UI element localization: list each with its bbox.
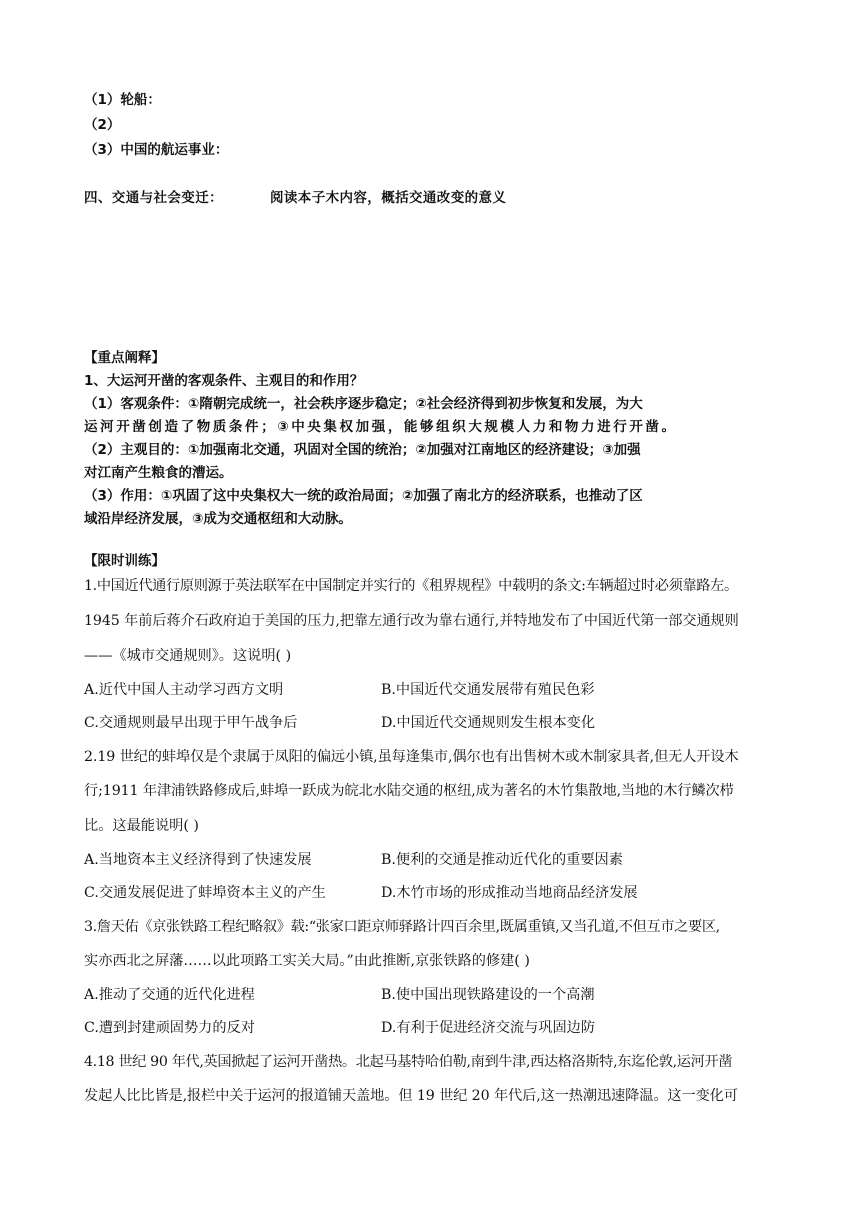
section-4-task: 阅读本子木内容，概括交通改变的意义	[270, 190, 507, 206]
subjective-purpose-line-2: 对江南产生粮食的漕运。	[84, 465, 233, 481]
q2-line-3: 比。这最能说明( )	[84, 818, 199, 834]
q3-line-2: 实亦西北之屏藩……以此项路工实关大局。”由此推断,京张铁路的修建( )	[84, 953, 530, 969]
q2-option-a: A.当地资本主义经济得到了快速发展	[84, 852, 312, 868]
section-4-heading: 四、交通与社会变迁：	[84, 190, 223, 206]
q2-option-c: C.交通发展促进了蚌埠资本主义的产生	[84, 885, 326, 901]
q2-line-2: 行;1911 年津浦铁路修成后,蚌埠一跃成为皖北水陆交通的枢纽,成为著名的木竹集散地,当地的木行鳞次栉	[84, 783, 734, 799]
effect-line-2: 域沿岸经济发展，③成为交通枢纽和大动脉。	[84, 511, 352, 527]
q1-line-2: 1945 年前后蒋介石政府迫于美国的压力,把靠左通行改为靠右通行,并特地发布了中国近代第一部交通规则	[84, 613, 739, 629]
q4-line-2: 发起人比比皆是,报栏中关于运河的报道铺天盖地。但 19 世纪 20 年代后,这一热潮迅速降温。这一变化可	[84, 1088, 738, 1104]
q2-option-d: D.木竹市场的形成推动当地商品经济发展	[381, 885, 638, 901]
q1-option-c: C.交通规则最早出现于甲午战争后	[84, 715, 298, 731]
objective-conditions-line-2: 运河开凿创造了物质条件；③中央集权加强，能够组织大规模人力和物力进行开凿。	[84, 419, 678, 435]
key-question: 1、大运河开凿的客观条件、主观目的和作用？	[84, 373, 364, 389]
q1-option-d: D.中国近代交通规则发生根本变化	[381, 715, 596, 731]
q2-line-1: 2.19 世纪的蚌埠仅是个隶属于凤阳的偏远小镇,虽每逢集市,偶尔也有出售树木或木制家具者,但无人开设木	[84, 749, 739, 765]
q1-option-b: B.中国近代交通发展带有殖民色彩	[381, 682, 595, 698]
key-points-title: 【重点阐释】	[84, 350, 165, 366]
effect-line-1: （3）作用：①巩固了这中央集权大一统的政治局面；②加强了南北方的经济联系，也推动了区	[84, 488, 643, 504]
objective-conditions-line-1: （1）客观条件：①隋朝完成统一，社会秩序逐步稳定；②社会经济得到初步恢复和发展，为大	[84, 396, 643, 412]
steamship-item: （1）轮船：	[84, 92, 161, 108]
q3-option-c: C.遭到封建顽固势力的反对	[84, 1020, 255, 1036]
q4-line-1: 4.18 世纪 90 年代,英国掀起了运河开凿热。北起马基特哈伯勒,南到牛津,西达格洛斯特,东迄伦敦,运河开凿	[84, 1054, 733, 1070]
q3-option-d: D.有利于促进经济交流与巩固边防	[381, 1020, 596, 1036]
china-shipping-item: （3）中国的航运事业：	[84, 142, 229, 158]
training-title: 【限时训练】	[84, 553, 165, 569]
q1-line-3: ——《城市交通规则》。这说明( )	[84, 648, 292, 664]
q3-line-1: 3.詹天佑《京张铁路工程纪略叙》载:“张家口距京师驿路计四百余里,既属重镇,又当孔道,不但互市之要区,	[84, 919, 720, 935]
subjective-purpose-line-1: （2）主观目的：①加强南北交通，巩固对全国的统治；②加强对江南地区的经济建设；③加强	[84, 442, 641, 458]
q3-option-b: B.使中国出现铁路建设的一个高潮	[381, 987, 595, 1003]
q1-line-1: 1.中国近代通行原则源于英法联军在中国制定并实行的《租界规程》中载明的条文:车辆超过时必须靠路左。	[84, 578, 738, 594]
item-2: （2）	[84, 117, 121, 133]
q2-option-b: B.便利的交通是推动近代化的重要因素	[381, 852, 623, 868]
q1-option-a: A.近代中国人主动学习西方文明	[84, 682, 284, 698]
q3-option-a: A.推动了交通的近代化进程	[84, 987, 255, 1003]
